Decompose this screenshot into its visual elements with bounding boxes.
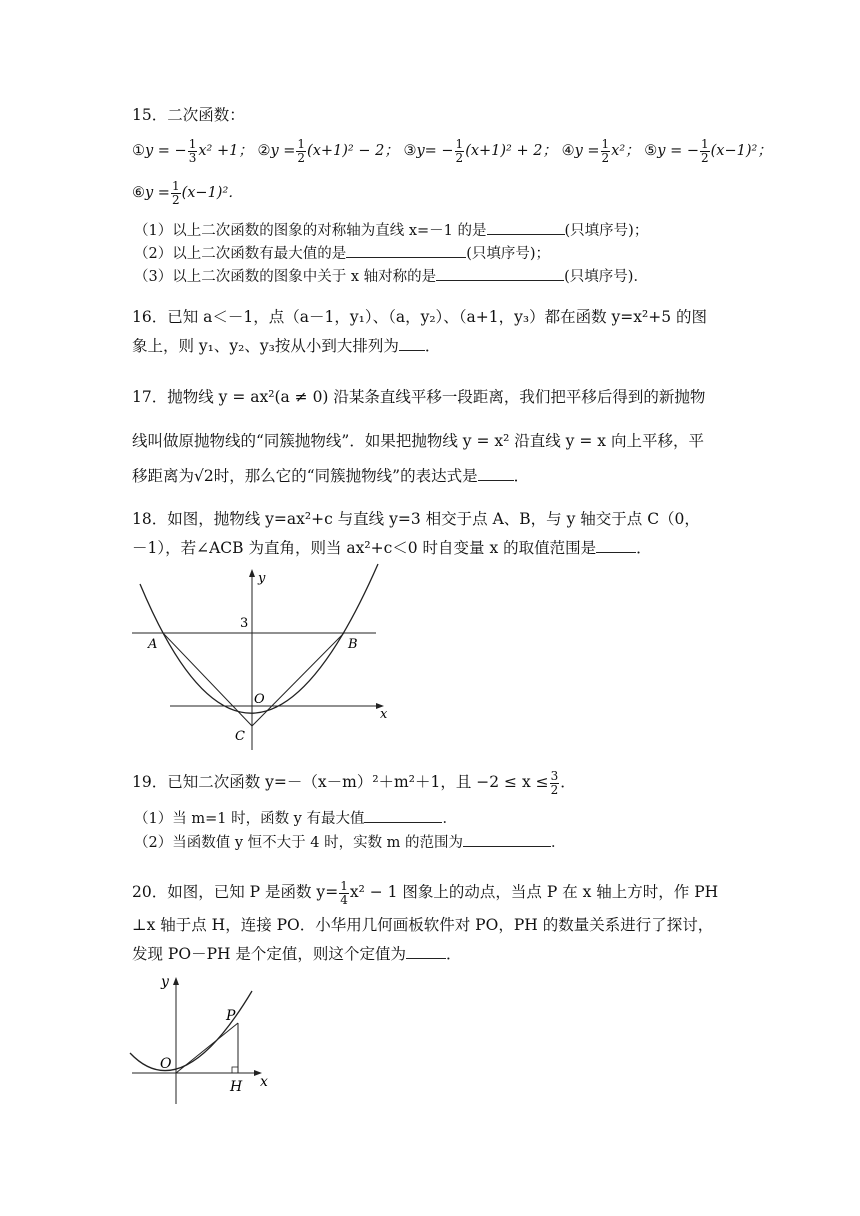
answer-blank (487, 220, 565, 235)
q15-formulas-row1 (132, 138, 772, 164)
y-axis-arrow-icon (173, 977, 179, 985)
formula-6: ⑥y = $\frac{1}{2}$ (x−1)²． (132, 179, 243, 207)
label-3: 3 (240, 616, 249, 631)
label-A: A (148, 637, 158, 652)
answer-blank (478, 466, 514, 481)
answer-blank (406, 944, 446, 959)
answer-blank (463, 832, 551, 847)
q19-part2: （2）当函数值 y 恒不大于 4 时，实数 m 的范围为 ． (134, 832, 566, 851)
formula-2: ②y = $\frac{1}{2}$ (x+1)² − 2； (257, 137, 399, 165)
label-O: O (254, 692, 265, 707)
label-y: y (258, 571, 266, 586)
q15-part1: （1）以上二次函数的图象的对称轴为直线 x=－1 的是 (只填序号)； (134, 220, 648, 239)
parabola-curve (130, 991, 252, 1071)
answer-blank (596, 538, 636, 553)
y-axis-arrow-icon (249, 569, 255, 577)
q20-line2: ⊥x 轴于点 H，连接 PO．小华用几何画板软件对 PO，PH 的数量关系进行了探讨， (132, 916, 714, 934)
label-P: P (226, 1008, 236, 1024)
q17-line1: 17．抛物线 y = ax²(a ≠ 0) 沿某条直线平移一段距离，我们把平移后得到的新抛物 (132, 388, 706, 406)
q16-line1: 16．已知 a＜－1，点（a－1，y₁）、（a，y₂）、（a+1，y₃）都在函数 y=x²+5 的图 (132, 308, 708, 326)
segment-BC (252, 633, 344, 726)
q17-line2: 线叫做原抛物线的“同簇抛物线”．如果把抛物线 y = x² 沿直线 y = x 向上平移，平 (132, 432, 704, 450)
label-O: O (160, 1056, 172, 1072)
q18-line2: －1），若∠ACB 为直角，则当 ax²+c＜0 时自变量 x 的取值范围是 ． (132, 539, 652, 557)
answer-blank (346, 243, 466, 258)
formula-5: ⑤y = − $\frac{1}{2}$ (x−1)²； (644, 137, 772, 165)
label-x: x (260, 1074, 268, 1090)
formula-4: ④y = $\frac{1}{2}$ x²； (561, 137, 640, 165)
label-y: y (161, 974, 169, 990)
answer-blank (364, 808, 442, 823)
q18-line1: 18．如图，抛物线 y=ax²+c 与直线 y=3 相交于点 A、B，与 y 轴交于点 C（0， (132, 510, 700, 528)
answer-blank (399, 336, 425, 351)
right-angle-mark (232, 1067, 238, 1073)
q15-part2: （2）以上二次函数有最大值的是 (只填序号)； (134, 243, 550, 262)
formula-3: ③y= − $\frac{1}{2}$ (x+1)² + 2； (403, 137, 557, 165)
label-H: H (230, 1079, 243, 1095)
parabola-curve (140, 564, 378, 713)
q15-title: 15．二次函数： (132, 106, 245, 124)
q18-figure (132, 560, 392, 755)
label-x: x (380, 707, 388, 722)
formula-1: ①y = − $\frac{1}{3}$ x² +1； (132, 137, 253, 165)
label-B: B (348, 637, 358, 652)
q20-line3: 发现 PO－PH 是个定值，则这个定值为 ． (132, 945, 462, 963)
q19-part1: （1）当 m=1 时，函数 y 有最大值 ． (134, 808, 457, 827)
segment-PO (176, 1023, 238, 1073)
q15-part3: （3）以上二次函数的图象中关于 x 轴对称的是 (只填序号)． (134, 266, 648, 285)
q19-line1: 19．已知二次函数 y=－（x－m）²＋m²＋1，且 −2 ≤ x ≤ $\frac{3}{2}$ ． (132, 769, 576, 797)
q20-figure (128, 968, 288, 1108)
label-C: C (235, 729, 245, 744)
q17-line3: 移距离为√2时，那么它的“同簇抛物线”的表达式是 ． (132, 467, 530, 485)
q16-line2: 象上，则 y₁、y₂、y₃按从小到大排列为 ． (132, 337, 441, 355)
answer-blank (436, 266, 564, 281)
segment-AC (163, 633, 252, 726)
q20-line1: 20．如图，已知 P 是函数 y= $\frac{1}{4}$ x² − 1 图象上的动点，当点 P 在 x 轴上方时，作 PH (132, 879, 719, 907)
